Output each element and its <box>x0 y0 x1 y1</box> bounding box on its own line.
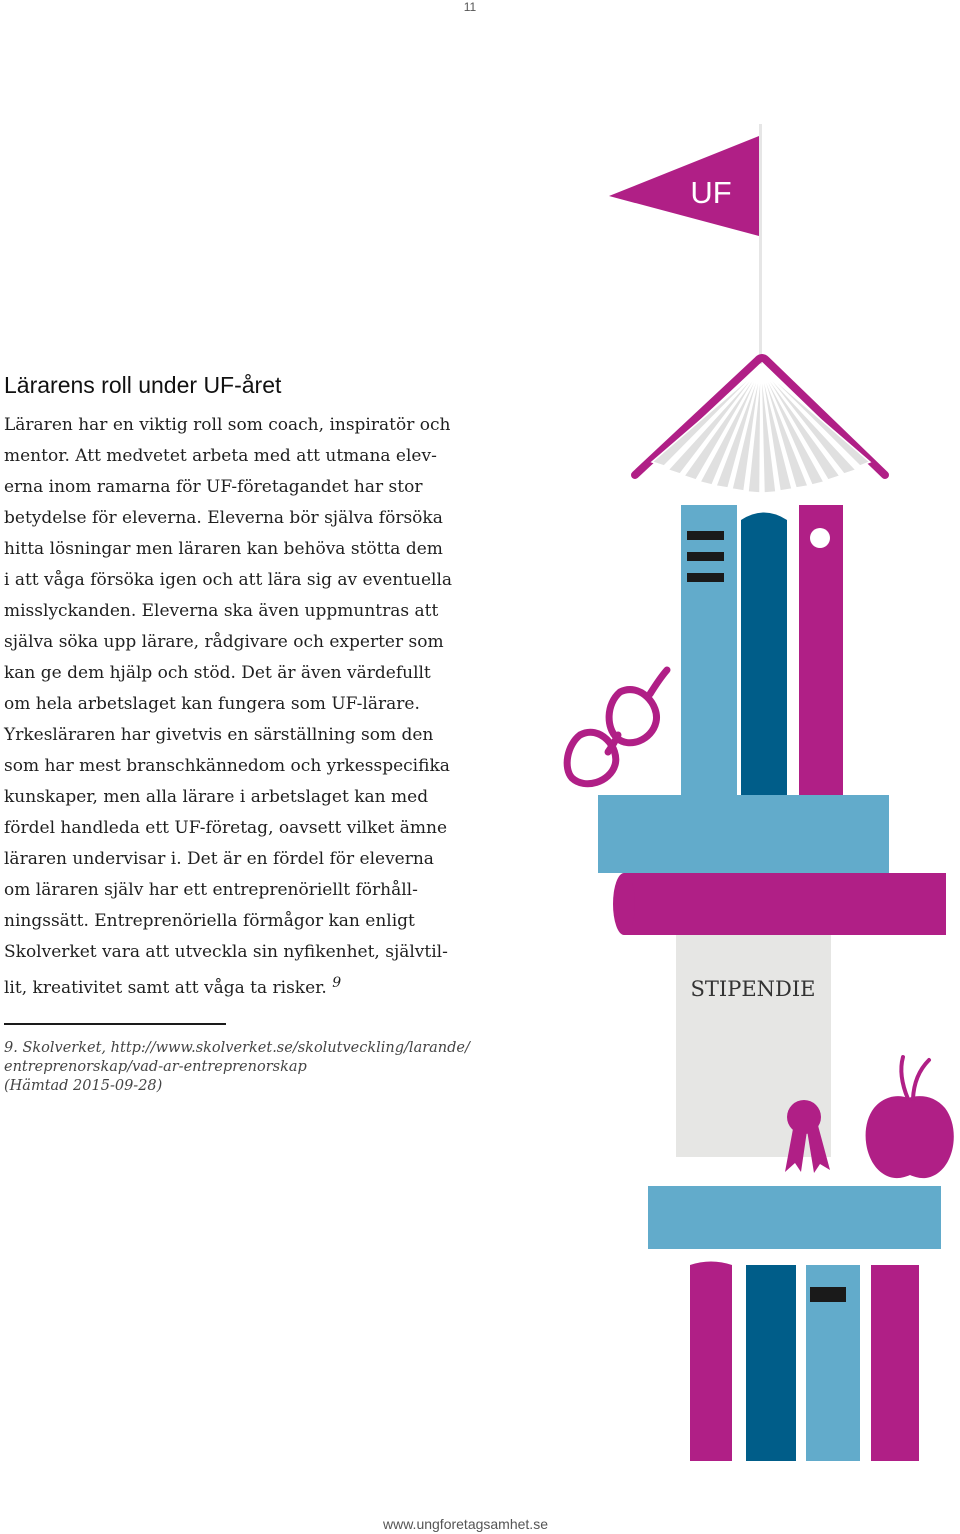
book-dark-blue <box>741 513 787 796</box>
apple-icon <box>866 1057 954 1178</box>
book-magenta <box>799 505 843 795</box>
book-horizontal-blue <box>598 795 889 873</box>
page-number: 11 <box>463 0 477 14</box>
body-line: Yrkesläraren har givetvis en särställning som den <box>4 725 434 745</box>
book-horizontal-blue-lower <box>648 1186 941 1249</box>
body-line: själva söka upp lärare, rådgivare och experter som <box>4 632 444 652</box>
flag-pole <box>759 124 762 364</box>
book-light-blue <box>681 505 737 795</box>
body-line: om hela arbetslaget kan fungera som UF-lärare. <box>4 694 420 714</box>
body-line: hitta lösningar men läraren kan behöva stötta dem <box>4 539 443 559</box>
body-line: i att våga försöka igen och att lära sig av eventuella <box>4 570 453 590</box>
body-line-last <box>4 968 454 1004</box>
open-book-icon <box>635 358 885 493</box>
body-line: misslyckanden. Eleverna ska även uppmuntras att <box>4 601 439 621</box>
diploma-text: STIPENDIE <box>690 977 816 1001</box>
body-text <box>4 410 454 1004</box>
footnote-reference[interactable]: 9 <box>332 975 342 991</box>
body-line: kan ge dem hjälp och stöd. Det är även värdefullt <box>4 663 431 683</box>
flag-text: UF <box>690 175 732 210</box>
section-heading: Lärarens roll under UF-året <box>4 372 282 398</box>
body-line: om läraren själv har ett entreprenöriellt förhåll- <box>4 880 418 900</box>
body-line: fördel handleda ett UF-företag, oavsett vilket ämne <box>4 818 448 838</box>
footnote <box>4 1039 474 1096</box>
footnote-line[interactable]: entreprenorskap/vad-ar-entreprenorskap <box>4 1059 307 1075</box>
glasses-icon <box>567 670 667 784</box>
body-line: som har mest branschkännedom och yrkesspecifika <box>4 756 450 776</box>
body-line: läraren undervisar i. Det är en fördel för eleverna <box>4 849 434 869</box>
book-horizontal-magenta <box>613 873 946 935</box>
body-line-text: lit, kreativitet samt att våga ta risker. <box>4 978 327 998</box>
body-line: mentor. Att medvetet arbeta med att utmana elev- <box>4 446 437 466</box>
body-line: Skolverket vara att utveckla sin nyfikenhet, självtil- <box>4 942 448 962</box>
body-line: erna inom ramarna för UF-företagandet har stor <box>4 477 423 497</box>
bottom-books <box>690 1262 919 1462</box>
site-url-link[interactable]: www.ungforetagsamhet.se <box>383 1516 548 1532</box>
body-line: ningssätt. Entreprenöriella förmågor kan enligt <box>4 911 415 931</box>
body-line: kunskaper, men alla lärare i arbetslaget kan med <box>4 787 429 807</box>
body-line: Läraren har en viktig roll som coach, inspiratör och <box>4 415 451 435</box>
uf-flag-icon <box>609 136 759 236</box>
footnote-line: (Hämtad 2015-09-28) <box>4 1078 163 1094</box>
footnote-divider <box>4 1023 226 1025</box>
footnote-line[interactable]: 9. Skolverket, http://www.skolverket.se/skolutveckling/larande/ <box>4 1040 470 1056</box>
upright-books <box>681 505 843 795</box>
body-line: betydelse för eleverna. Eleverna bör själva försöka <box>4 508 443 528</box>
